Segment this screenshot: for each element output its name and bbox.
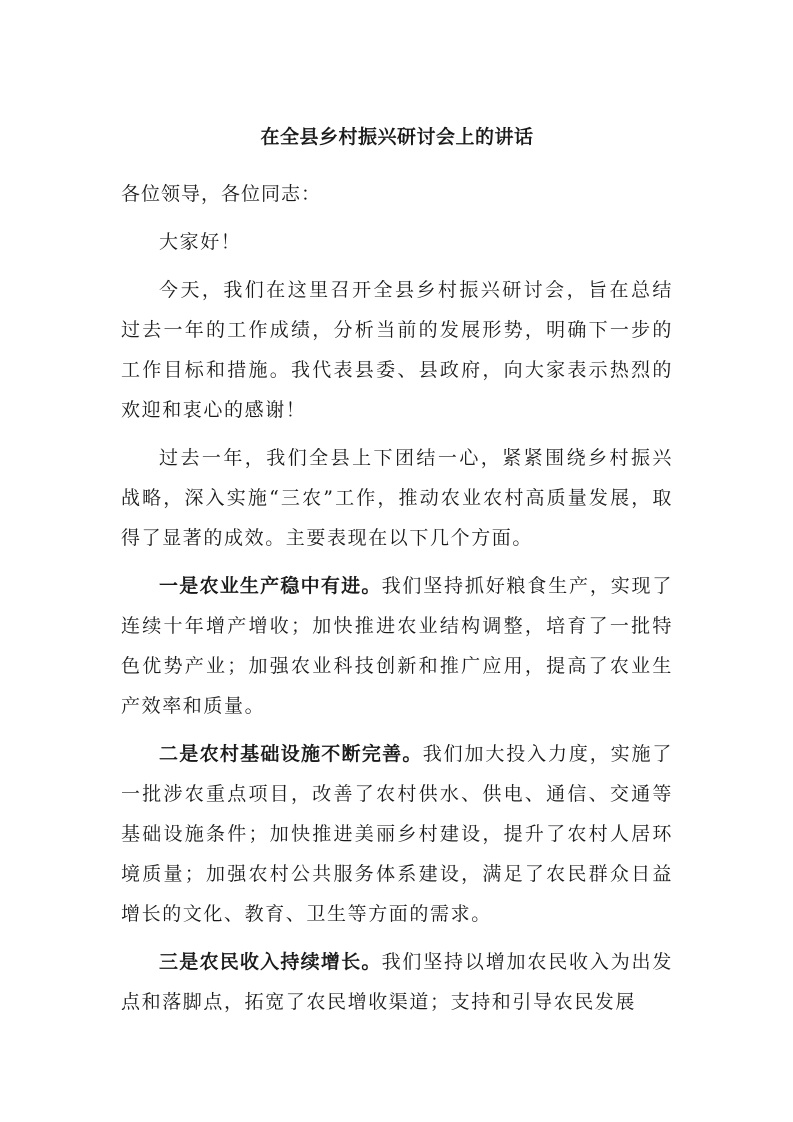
document-body xyxy=(121,116,673,1030)
salutation: 各位领导，各位同志： xyxy=(121,183,322,205)
paragraph-overview xyxy=(121,438,673,558)
paragraph-text: 我们加大投入力度，实施了一批涉农重点项目，改善了农村供水、供电、通信、交通等基础设施条件；加快推进美丽乡村建设，提升了农村人居环境质量；加强农村公共服务体系建设，满足了农民群众日益增长的文化、教育、卫生等方面的需求。 xyxy=(121,743,673,925)
paragraph-text: 今天，我们在这里召开全县乡村振兴研讨会，旨在总结过去一年的工作成绩，分析当前的发展形势，明确下一步的工作目标和措施。我代表县委、县政府，向大家表示热烈的欢迎和衷心的感谢！ xyxy=(121,279,673,421)
paragraph-lead: 三是农民收入持续增长。 xyxy=(159,951,382,973)
paragraph-text: 我们坚持以增加农民收入为出发点和落脚点，拓宽了农民增收渠道；支持和引导农民发展 xyxy=(121,951,673,1013)
document-title: 在全县乡村振兴研讨会上的讲话 xyxy=(260,126,534,148)
paragraph-text: 我们坚持抓好粮食生产，实现了连续十年增产增收；加快推进农业结构调整，培育了一批特色优势产业；加强农业科技创新和推广应用，提高了农业生产效率和质量。 xyxy=(121,575,673,717)
paragraph-lead: 一是农业生产稳中有进。 xyxy=(159,575,382,597)
paragraph-text: 过去一年，我们全县上下团结一心，紧紧围绕乡村振兴战略，深入实施“三农”工作，推动农业农村高质量发展，取得了显著的成效。主要表现在以下几个方面。 xyxy=(121,447,673,549)
paragraph-point-3 xyxy=(121,942,673,1022)
paragraph-point-1 xyxy=(121,566,673,726)
paragraph-point-2 xyxy=(121,734,673,934)
greeting: 大家好！ xyxy=(159,231,242,253)
paragraph-opening xyxy=(121,270,673,430)
paragraph-lead: 二是农村基础设施不断完善。 xyxy=(159,743,423,765)
